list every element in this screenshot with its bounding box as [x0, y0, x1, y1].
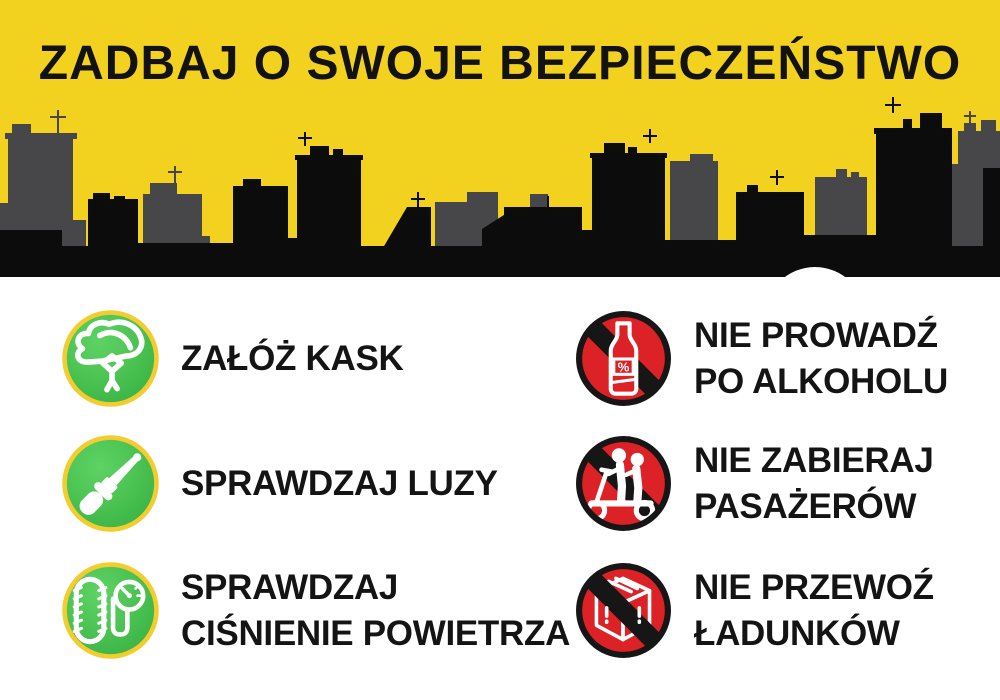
tip-no-cargo [575, 562, 934, 659]
header-banner [0, 0, 1000, 277]
screwdriver-icon [62, 435, 159, 532]
tip-label: NIE ZABIERAJ PASAŻERÓW [694, 440, 934, 526]
tip-wear-helmet [62, 310, 404, 407]
percent-glyph: % [617, 359, 630, 375]
no-alcohol-icon [575, 310, 672, 407]
tip-no-passengers [575, 435, 934, 532]
tire-pressure-icon [62, 562, 159, 659]
tip-label: ZAŁÓŻ KASK [181, 338, 404, 378]
no-passengers-icon [575, 435, 672, 532]
tip-no-alcohol [575, 310, 948, 407]
tip-label: NIE PROWADŹ PO ALKOHOLU [694, 315, 949, 401]
tip-check-looseness [62, 435, 498, 532]
tip-label: SPRAWDZAJ CIŚNIENIE POWIETRZA [181, 567, 571, 653]
tip-label: SPRAWDZAJ LUZY [181, 463, 498, 503]
tip-check-tire-pressure [62, 562, 570, 659]
no-cargo-icon [575, 562, 672, 659]
bike-helmet-icon [62, 310, 159, 407]
tip-label: NIE PRZEWOŹ ŁADUNKÓW [694, 567, 934, 653]
poster-title: ZADBAJ O SWOJE BEZPIECZEŃSTWO [38, 37, 962, 90]
